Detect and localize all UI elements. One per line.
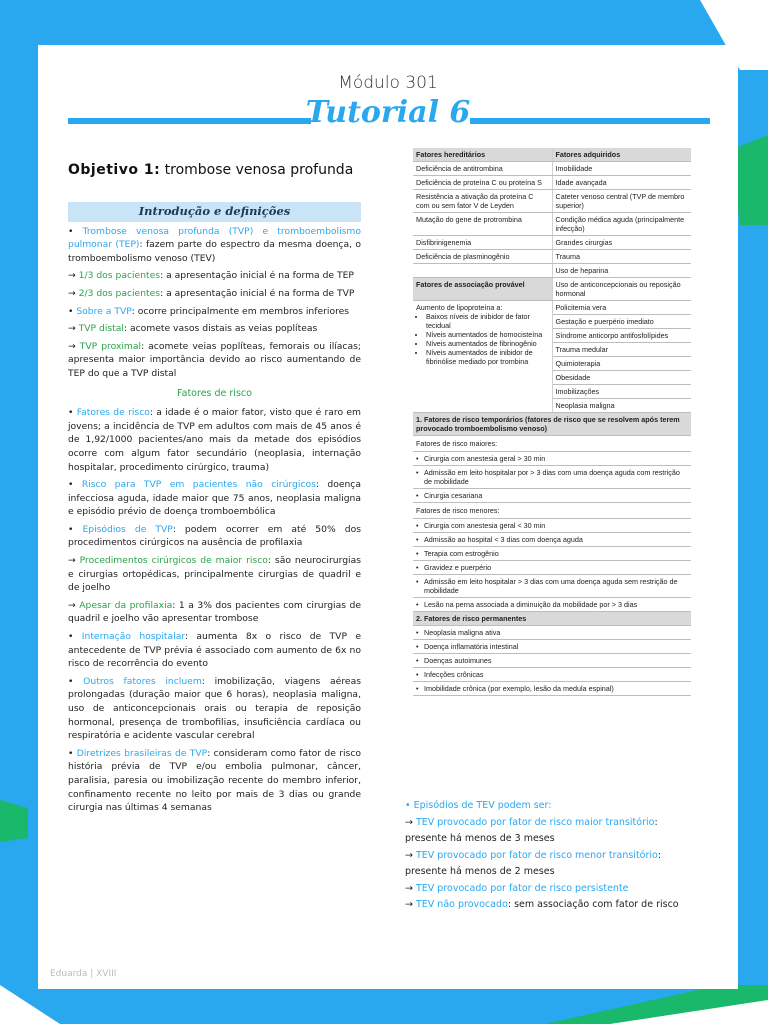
table-header-cell: Fatores hereditários — [413, 148, 552, 162]
highlight-term: Trombose venosa profunda (TVP) e tromboembolismo pulmonar (TEP) — [68, 225, 362, 251]
episodes-heading: • Episódios de TEV podem ser: — [405, 800, 552, 811]
highlight-term: Sobre a TVP — [76, 305, 132, 317]
episode-item — [405, 881, 700, 898]
episode-list — [405, 815, 700, 914]
table-row — [413, 264, 691, 278]
objective-heading — [68, 162, 353, 178]
paragraph — [68, 322, 361, 336]
highlight-term: Risco para TVP em pacientes não cirúrgicos — [81, 479, 316, 491]
table-row — [413, 176, 691, 190]
arrow: → — [405, 849, 416, 861]
section-title: Introdução e definições — [68, 202, 361, 222]
bullet: • — [68, 675, 84, 687]
paragraph — [68, 554, 361, 595]
arrow: → — [405, 899, 416, 910]
table-cell: Disfibrinigenemia — [413, 236, 552, 250]
table-cell: Síndrome anticorpo antifosfolípides — [552, 329, 691, 343]
paragraph-text: : aumenta 8x o risco de TVP e antecedente de TVP prévia é associado com aumento de 6x no risco de recorrência do evento — [68, 631, 361, 670]
left-column — [68, 202, 361, 819]
table-header-row — [413, 148, 691, 162]
table-sublabel: Fatores de risco maiores: — [413, 436, 691, 452]
assoc-list — [416, 312, 549, 366]
table-cell: Uso de anticoncepcionais ou reposição hormonal — [552, 278, 691, 301]
table-cell: Gestação e puerpério imediato — [552, 315, 691, 329]
paragraph-text: : sem associação com fator de risco — [507, 899, 679, 910]
objective-label: Objetivo 1: — [68, 162, 161, 178]
paragraph-text: : fazem parte do espectro da mesma doença, o tromboembolismo venoso (TEV) — [68, 239, 361, 264]
paragraph — [68, 630, 361, 671]
highlight-term: TEV provocado por fator de risco persistente — [415, 882, 629, 894]
table-cell: Uso de heparina — [552, 264, 691, 278]
table-cell: Deficiência de plasminogênio — [413, 250, 552, 264]
episode-item — [405, 848, 700, 881]
list-item: • Cirurgia com anestesia geral < 30 min — [413, 519, 691, 533]
paragraph-text: : a apresentação inicial é na forma de TVP — [160, 287, 355, 299]
paragraph-text: : podem ocorrer em até 50% dos procedimentos cirúrgicos na ausência de profilaxia — [68, 523, 361, 549]
list-item: • Admissão em leito hospitalar por > 3 dias com uma doença aguda com restrição de mobilidade — [413, 466, 691, 489]
table-cell: Trauma — [552, 250, 691, 264]
table-cell: Neoplasia maligna — [552, 399, 691, 413]
highlight-term: TEV não provocado — [415, 899, 508, 910]
episode-item — [405, 815, 700, 848]
list-item: • Doenças autoimunes — [413, 654, 691, 668]
list-item: • Neoplasia maligna ativa — [413, 626, 691, 640]
paragraph-text: : a idade é o maior fator, visto que é raro em jovens; a incidência de TVP em adultos com mais de 45 anos é de 1,92/1000 pacientes/ano mais da metade dos episódios ocorre com algum fator secundário (neoplasia, internação hospitalar, procedimento cirúrgico, trauma) — [68, 407, 361, 473]
risk-paragraphs — [68, 406, 361, 815]
table-row — [413, 213, 691, 236]
table-sublabel: Fatores de risco menores: — [413, 503, 691, 519]
list-item: • Doença inflamatória intestinal — [413, 640, 691, 654]
table-cell: Grandes cirurgias — [552, 236, 691, 250]
paragraph — [68, 269, 361, 283]
arrow: → — [405, 882, 416, 894]
bullet: • — [68, 523, 83, 535]
list-item: • Gravidez e puerpério — [413, 561, 691, 575]
table-cell: Cateter venoso central (TVP de membro superior) — [552, 190, 691, 213]
bullet: • — [68, 747, 77, 759]
paragraph-text: : presente há menos de 2 meses — [405, 849, 662, 877]
highlight-term: Apesar da profilaxia — [79, 599, 173, 611]
table-header-cell: Fatores de associação provável — [413, 278, 552, 301]
table-cell: Deficiência de proteína C ou proteína S — [413, 176, 552, 190]
paragraph — [68, 305, 361, 319]
table-header-cell: 1. Fatores de risco temporários (fatores de risco que se resolvem após terem provocado tromboembolismo venoso) — [413, 413, 691, 436]
footer-author: Eduarda | XVIII — [50, 969, 117, 979]
bullet: • — [68, 631, 82, 643]
table-row — [413, 250, 691, 264]
bullet: → — [68, 599, 80, 611]
table-cell: Idade avançada — [552, 176, 691, 190]
risk-factor-tables — [413, 148, 691, 696]
table-cell: Imobilizações — [552, 385, 691, 399]
episode-item — [405, 897, 700, 914]
paragraph — [68, 406, 361, 474]
highlight-term: TVP distal — [78, 323, 124, 335]
table-cell: Trauma medular — [552, 343, 691, 357]
highlight-term: Diretrizes brasileiras de TVP — [76, 747, 208, 759]
bullet: → — [68, 287, 79, 299]
table-row — [413, 301, 691, 315]
page-title: Tutorial 6 — [305, 95, 471, 130]
paragraph-text: : são neurocirurgias e cirurgias ortopédicas, principalmente cirurgias de quadril e de joelho — [68, 555, 361, 594]
page-sheet — [38, 45, 738, 989]
bullet: → — [68, 270, 79, 282]
paragraph-text: : presente há menos de 3 meses — [405, 816, 658, 844]
paragraph-text: : a apresentação inicial é na forma de TEP — [160, 270, 354, 282]
highlight-term: Internação hospitalar — [81, 631, 185, 643]
table-cell: Mutação do gene de protrombina — [413, 213, 552, 236]
table-cell: Deficiência de antitrombina — [413, 162, 552, 176]
title-line-right — [470, 118, 710, 124]
paragraph-text: : doença infecciosa aguda, idade maior que 75 anos, neoplasia maligna e episódio prévio de doença tromboembólica — [68, 479, 361, 518]
table-cell — [413, 264, 552, 278]
paragraph — [68, 225, 361, 266]
temporary-permanent-table — [413, 413, 691, 696]
list-item: • Infecções crônicas — [413, 668, 691, 682]
paragraph — [68, 478, 361, 519]
highlight-term: TEV provocado por fator de risco maior transitório — [415, 816, 655, 828]
table-cell: Policitemia vera — [552, 301, 691, 315]
table-row — [413, 162, 691, 176]
table-header-cell: Fatores adquiridos — [552, 148, 691, 162]
highlight-term: TVP proximal — [79, 340, 142, 352]
highlight-term: Procedimentos cirúrgicos de maior risco — [79, 555, 268, 567]
assoc-intro: Aumento de lipoproteína a: — [416, 303, 503, 312]
highlight-term: Fatores de risco — [76, 407, 150, 419]
table-row — [413, 190, 691, 213]
hereditary-acquired-table — [413, 148, 691, 413]
list-item: • Níveis aumentados de inibidor de fibrinólise mediado por trombina — [426, 348, 549, 366]
list-item: • Baixos níveis de inibidor de fator tecidual — [426, 312, 549, 330]
paragraph — [68, 675, 361, 743]
paragraph-text: : imobilização, viagens aéreas prolongadas (duração maior que 6 horas), neoplasia maligna, uso de anticoncepcionais orais ou terapia de reposição hormonal, presença de trombofilias, insuficiência cardíaca ou respiratória e acidente vascular cerebral — [68, 675, 361, 742]
bullet: • — [68, 479, 82, 491]
list-item: • Níveis aumentados de fibrinogênio — [426, 339, 549, 348]
paragraph-text: : acomete vasos distais as veias poplíteas — [123, 323, 318, 335]
table-cell: Resistência a ativação da proteína C com ou sem fator V de Leyden — [413, 190, 552, 213]
table-header-cell: 2. Fatores de risco permanentes — [413, 612, 691, 626]
paragraph-text: : acomete veias poplíteas, femorais ou ilíacas; apresenta maior importância devido ao risco aumentando de TEP do que a TVP distal — [68, 340, 361, 379]
table-row — [413, 278, 691, 301]
highlight-term: Outros fatores incluem — [83, 675, 202, 687]
highlight-term: 1/3 dos pacientes — [78, 270, 161, 282]
table-cell: Quimioterapia — [552, 357, 691, 371]
list-item: • Terapia com estrogênio — [413, 547, 691, 561]
list-item: • Cirurgia cesariana — [413, 489, 691, 503]
list-item: • Imobilidade crônica (por exemplo, lesão da medula espinal) — [413, 682, 691, 696]
table-cell — [413, 301, 552, 413]
paragraph — [68, 599, 361, 626]
paragraph-text: : consideram como fator de risco história prévia de TVP e/ou embolia pulmonar, câncer, paralisia, paresia ou imobilização recente do membro inferior, confinamento recente no leito por mais de 3 dias ou grande cirurgia nas últimas 4 semanas — [68, 747, 362, 814]
table-cell: Imobilidade — [552, 162, 691, 176]
objective-text: trombose venosa profunda — [164, 162, 354, 178]
list-item: • Admissão em leito hospitalar > 3 dias com uma doença aguda sem restrição de mobilidade — [413, 575, 691, 598]
paragraph — [68, 523, 361, 550]
list-item: • Admissão ao hospital < 3 dias com doença aguda — [413, 533, 691, 547]
tev-episodes — [405, 798, 700, 914]
arrow: → — [405, 816, 416, 828]
table-row — [413, 236, 691, 250]
paragraph-text: : 1 a 3% dos pacientes com cirurgias de quadril e joelho vão apresentar trombose — [68, 599, 361, 625]
list-item: • Cirurgia com anestesia geral > 30 min — [413, 452, 691, 466]
risk-subheading: Fatores de risco — [177, 387, 252, 399]
intro-paragraphs — [68, 225, 361, 381]
highlight-term: 2/3 dos pacientes — [78, 287, 161, 299]
paragraph — [68, 747, 361, 815]
bullet: → — [68, 555, 80, 567]
module-label: Módulo 301 — [338, 73, 438, 93]
paragraph — [68, 287, 361, 301]
bullet: → — [68, 340, 80, 352]
table-cell: Obesidade — [552, 371, 691, 385]
paragraph-text: : ocorre principalmente em membros inferiores — [131, 305, 350, 317]
list-item: • Níveis aumentados de homocisteína — [426, 330, 549, 339]
highlight-term: Episódios de TVP — [82, 523, 173, 535]
paragraph — [68, 340, 361, 381]
list-item: • Lesão na perna associada a diminuição da mobilidade por > 3 dias — [413, 598, 691, 612]
table-cell: Condição médica aguda (principalmente infecção) — [552, 213, 691, 236]
bullet: • — [68, 407, 77, 419]
bullet: • — [68, 305, 77, 317]
bullet: → — [68, 323, 79, 335]
bullet: • — [68, 225, 83, 237]
highlight-term: TEV provocado por fator de risco menor transitório — [415, 849, 658, 861]
